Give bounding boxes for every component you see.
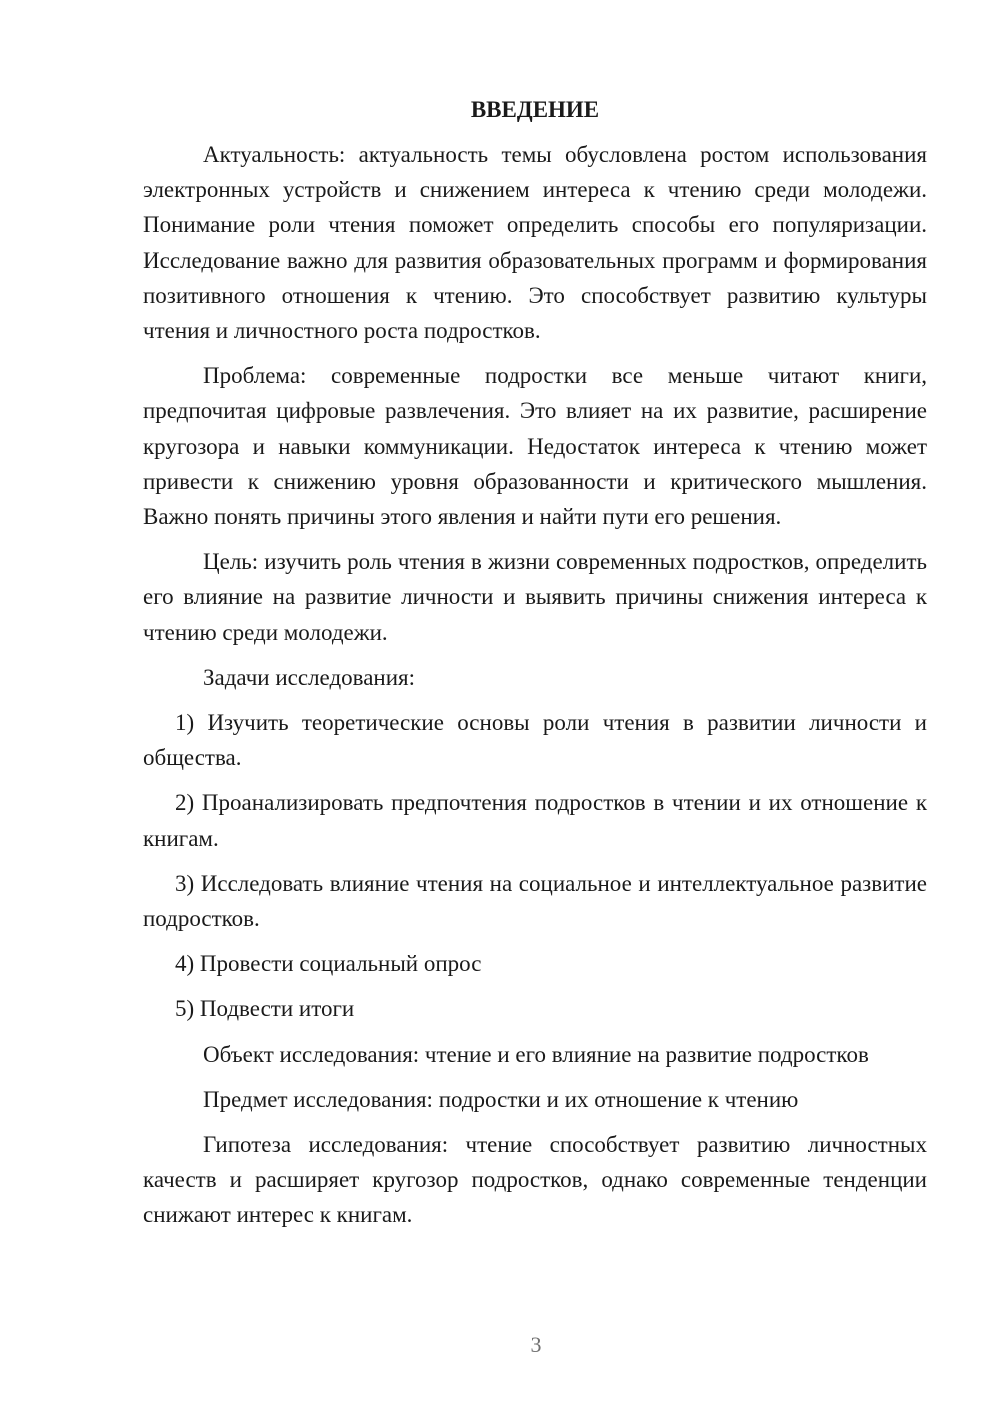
section-title: ВВЕДЕНИЕ bbox=[470, 97, 600, 122]
page-content bbox=[143, 92, 927, 1243]
paragraph-relevance: Актуальность: актуальность темы обусловлена ростом использования электронных устройств и снижением интереса к чтению среди молодежи. Понимание роли чтения поможет определить способы его популяризации. Исследование важно для развития образовательных программ и формирования позитивного отношения к чтению. Это способствует развитию культуры чтения и личностного роста подростков. bbox=[143, 142, 927, 344]
paragraph-object: Объект исследования: чтение и его влияние на развитие подростков bbox=[203, 1041, 869, 1067]
paragraph-goal: Цель: изучить роль чтения в жизни современных подростков, определить его влияние на развитие личности и выявить причины снижения интереса к чтению среди молодежи. bbox=[143, 549, 927, 645]
paragraph-hypothesis: Гипотеза исследования: чтение способствует развитию личностных качеств и расширяет кругозор подростков, однако современные тенденции снижают интерес к книгам. bbox=[143, 1132, 927, 1228]
task-item-2: 2) Проанализировать предпочтения подростков в чтении и их отношение к книгам. bbox=[143, 790, 927, 851]
tasks-heading: Задачи исследования: bbox=[203, 664, 416, 690]
task-item-3: 3) Исследовать влияние чтения на социальное и интеллектуальное развитие подростков. bbox=[143, 870, 927, 932]
task-item-5: 5) Подвести итоги bbox=[175, 996, 355, 1022]
paragraph-subject: Предмет исследования: подростки и их отношение к чтению bbox=[203, 1086, 799, 1112]
page-number: 3 bbox=[530, 1332, 542, 1357]
paragraph-problem: Проблема: современные подростки все меньше читают книги, предпочитая цифровые развлечения. Это влияет на их развитие, расширение кругозора и навыки коммуникации. Недостаток интереса к чтению может привести к снижению уровня образованности и критического мышления. Важно понять причины этого явления и найти пути его решения. bbox=[143, 363, 927, 530]
task-item-1: 1) Изучить теоретические основы роли чтения в развитии личности и общества. bbox=[143, 710, 927, 771]
task-item-4: 4) Провести социальный опрос bbox=[175, 951, 482, 977]
